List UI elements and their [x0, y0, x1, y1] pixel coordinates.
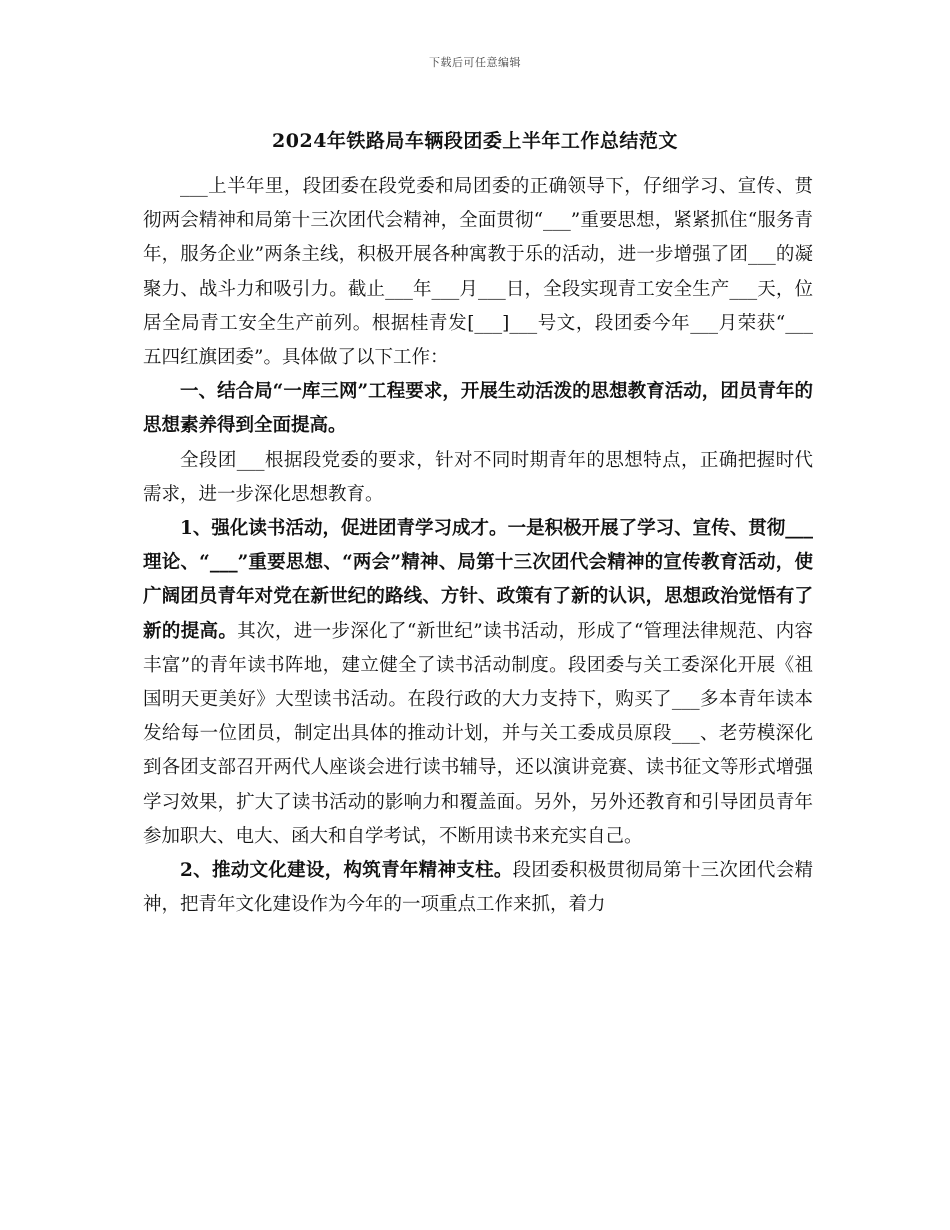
paragraph-item-1-text: 其次，进一步深化了“新世纪”读书活动，形成了“管理法律规范、内容丰富”的青年读书阵地，建立健全了读书活动制度。段团委与关工委深化开展《祖国明天更美好》大型读书活动。在段行政的大力支持下，购买了___多本青年读本发给每一位团员，制定出具体的推动计划，并与关工委成员原段___、老劳模深化到各团支部召开两代人座谈会进行读书辅导，还以演讲竞赛、读书征文等形式增强学习效果，扩大了读书活动的影响力和覆盖面。另外，另外还教育和引导团员青年参加职大、电大、函大和自学考试，不断用读书来充实自己。 [143, 620, 813, 847]
paragraph-section-1-intro-text: 全段团___根据段党委的要求，针对不同时期青年的思想特点，正确把握时代需求，进一步深化思想教育。 [143, 449, 813, 505]
document-title: 2024年铁路局车辆段团委上半年工作总结范文 [272, 130, 678, 152]
paragraph-intro [143, 170, 813, 375]
paragraph-intro-text: ___上半年里，段团委在段党委和局团委的正确领导下，仔细学习、宣传、贯彻两会精神和局第十三次团代会精神，全面贯彻“___”重要思想，紧紧抓住“服务青年，服务企业”两条主线，积极开展各种寓教于乐的活动，进一步增强了团___的凝聚力、战斗力和吸引力。截止___年___月___日，全段实现青工安全生产___天，位居全局青工安全生产前列。根据桂青发[___]___号文，段团委今年___月荣获“___五四红旗团委”。具体做了以下工作： [143, 176, 813, 369]
paragraph-item-2-bold: 2、推动文化建设，构筑青年精神支柱。 [180, 860, 513, 882]
section-heading-1-bold: 一、结合局“一库三网”工程要求，开展生动活泼的思想教育活动，团员青年的思想素养得到全面提高。 [143, 381, 813, 437]
paragraph-item-2-text: 段团委积极贯彻局第十三次团代会精神，把青年文化建设作为今年的一项重点工作来抓，着力 [143, 860, 813, 916]
section-heading-1 [143, 375, 813, 443]
page-header-note: 下载后可任意编辑 [429, 56, 521, 69]
paragraph-item-1-bold: 1、强化读书活动，促进团青学习成才。一是积极开展了学习、宣传、贯彻___理论、“___”重要思想、“两会”精神、局第十三次团代会精神的宣传教育活动，使广阔团员青年对党在新世纪的路线、方针、政策有了新的认识，思想政治觉悟有了新的提高。 [143, 518, 813, 642]
paragraph-item-2 [143, 854, 813, 922]
document-body [143, 170, 813, 922]
paragraph-item-1 [143, 512, 813, 854]
paragraph-section-1-intro [143, 444, 813, 512]
